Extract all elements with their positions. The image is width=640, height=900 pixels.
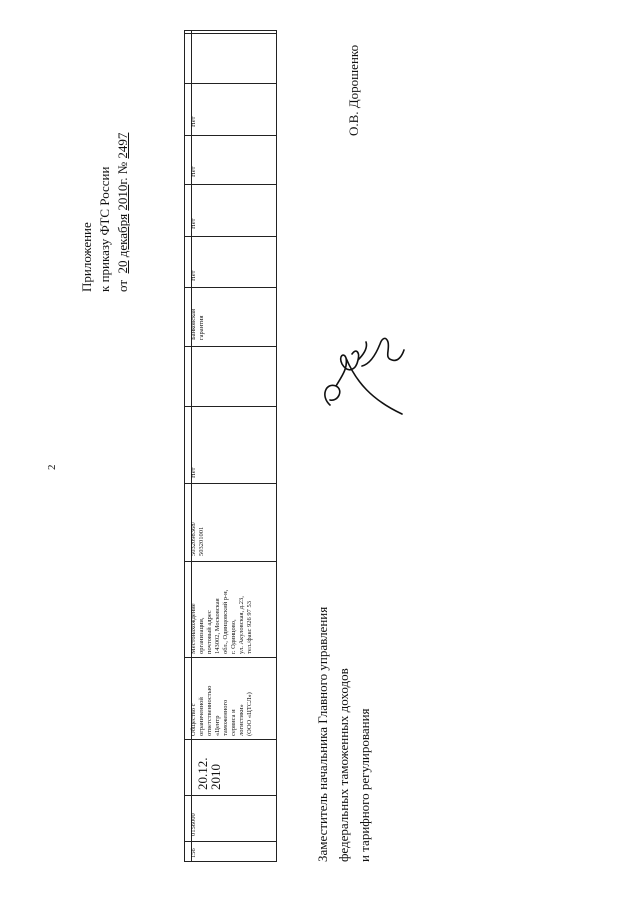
appendix-header [78, 110, 132, 292]
handwritten-signature [312, 330, 408, 420]
address-line: организации, [198, 617, 205, 654]
cell-net: Нет [190, 270, 197, 281]
table-divider [185, 346, 276, 347]
name-line: «Центр [214, 715, 221, 736]
signatory-name: О.В. Дорошенко [346, 44, 361, 136]
cell-inn-kpp [190, 522, 206, 556]
name-line: таможенного [222, 699, 229, 736]
table-divider [185, 236, 276, 237]
name-line: Общество с [190, 703, 197, 736]
table-divider [185, 83, 276, 84]
table-border [191, 31, 192, 861]
date-line: 20.12. [195, 757, 210, 790]
inn-line: 5032098368/ [190, 521, 197, 556]
cell-net: Нет [190, 218, 197, 229]
cell-address [190, 590, 254, 654]
registry-table [184, 30, 277, 862]
year-suffix: г. [115, 177, 130, 185]
table-divider [185, 561, 276, 562]
cell-date [196, 758, 222, 791]
address-line: г. Одинцово, [230, 619, 237, 654]
order-month: декабря [115, 213, 130, 258]
table-divider [185, 841, 276, 842]
cell-row-number: 156 [190, 848, 197, 858]
address-line: 143002, Московская [214, 598, 221, 654]
table-divider [185, 406, 276, 407]
number-label: № [115, 161, 130, 175]
from-label: от [115, 279, 130, 292]
appendix-date-line [114, 110, 132, 292]
position-line: федеральных таможенных доходов [336, 668, 351, 862]
appendix-order-ref: к приказу ФТС России [97, 166, 112, 292]
table-divider [185, 33, 276, 34]
signatory-position [312, 607, 375, 862]
guarantee-line: гарантия [198, 315, 205, 340]
name-line: ограниченной [198, 697, 205, 736]
name-line: (ООО «ЦТСЛ») [246, 692, 253, 736]
name-line: ответственностью [206, 685, 213, 736]
address-line: обл., Одинцовский р-н, [222, 589, 229, 654]
table-divider [185, 483, 276, 484]
appendix-title: Приложение [79, 222, 94, 292]
address-line: Местонахождение [190, 603, 197, 654]
address-line: почтовый адрес [206, 610, 213, 654]
table-divider [185, 739, 276, 740]
cell-net: Нет [190, 166, 197, 177]
name-line: сервиса и [230, 709, 237, 736]
kpp-line: 503201001 [198, 526, 205, 556]
table-divider [185, 657, 276, 658]
address-line: тел./факс 926 97 53 [246, 600, 253, 654]
table-divider [185, 184, 276, 185]
position-line: Заместитель начальника Главного управления [315, 606, 330, 862]
guarantee-line: Банковская [190, 308, 197, 340]
order-number: 2497 [115, 132, 130, 159]
cell-organization-name [190, 686, 254, 736]
table-divider [185, 795, 276, 796]
name-line: логистики» [238, 704, 245, 736]
table-divider [185, 135, 276, 136]
cell-code: 0156000 [190, 813, 197, 836]
cell-net: Нет [190, 116, 197, 127]
order-year: 2010 [115, 184, 130, 211]
table-divider [185, 287, 276, 288]
address-line: ул. Акуловская, д.23, [238, 596, 245, 654]
cell-net: Нет [190, 467, 197, 478]
page-number: 2 [46, 464, 58, 470]
position-line: и тарифного регулирования [357, 708, 372, 862]
order-day: 20 [115, 260, 130, 274]
date-line: 2010 [208, 764, 223, 790]
cell-guarantee [190, 309, 206, 340]
